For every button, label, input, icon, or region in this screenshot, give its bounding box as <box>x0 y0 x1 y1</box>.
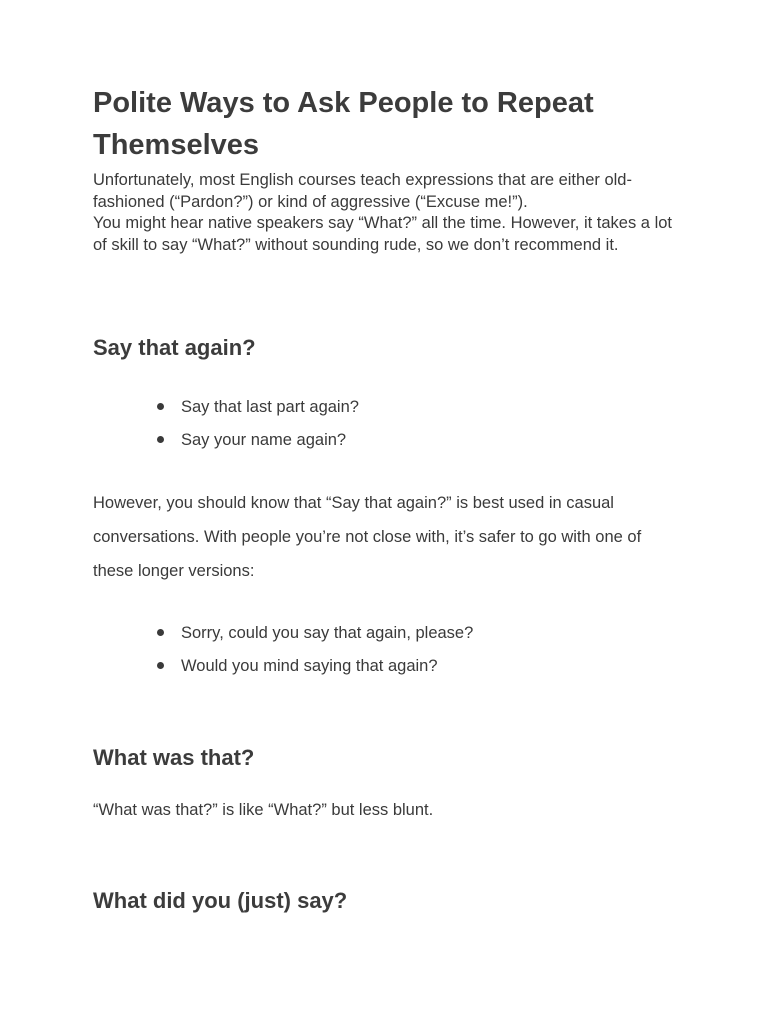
bullet-icon <box>157 403 164 410</box>
paragraph-what-was-that: “What was that?” is like “What?” but less blunt. <box>93 801 434 819</box>
list-item <box>181 428 359 461</box>
intro-paragraph-1: Unfortunately, most English courses teach expressions that are either old-fashioned (“Pardon?”) or kind of aggressive (“Excuse me!”). <box>93 171 632 211</box>
section-heading-what-was-that: What was that? <box>93 745 255 770</box>
intro-text <box>93 170 683 256</box>
section-heading-what-did-you-say: What did you (just) say? <box>93 888 348 913</box>
list-item-text: Say your name again? <box>181 431 347 449</box>
section-heading-say-that-again: Say that again? <box>93 335 256 360</box>
list-item-text: Would you mind saying that again? <box>181 657 438 675</box>
paragraph-casual-usage: However, you should know that “Say that again?” is best used in casual conversations. With people you’re not close with, it’s safer to go with one of these longer versions: <box>93 494 642 580</box>
list-item <box>181 654 473 687</box>
list-item <box>181 395 359 428</box>
bullet-list-2 <box>181 621 473 687</box>
bullet-icon <box>157 662 164 669</box>
intro-paragraph-2: You might hear native speakers say “What?” all the time. However, it takes a lot of skill to say “What?” without sounding rude, so we don’t recommend it. <box>93 214 672 254</box>
list-item <box>181 621 473 654</box>
page-title: Polite Ways to Ask People to Repeat Themselves <box>93 87 594 161</box>
list-item-text: Say that last part again? <box>181 398 359 416</box>
bullet-icon <box>157 629 164 636</box>
list-item-text: Sorry, could you say that again, please? <box>181 624 474 642</box>
bullet-icon <box>157 436 164 443</box>
bullet-list-1 <box>181 395 359 461</box>
